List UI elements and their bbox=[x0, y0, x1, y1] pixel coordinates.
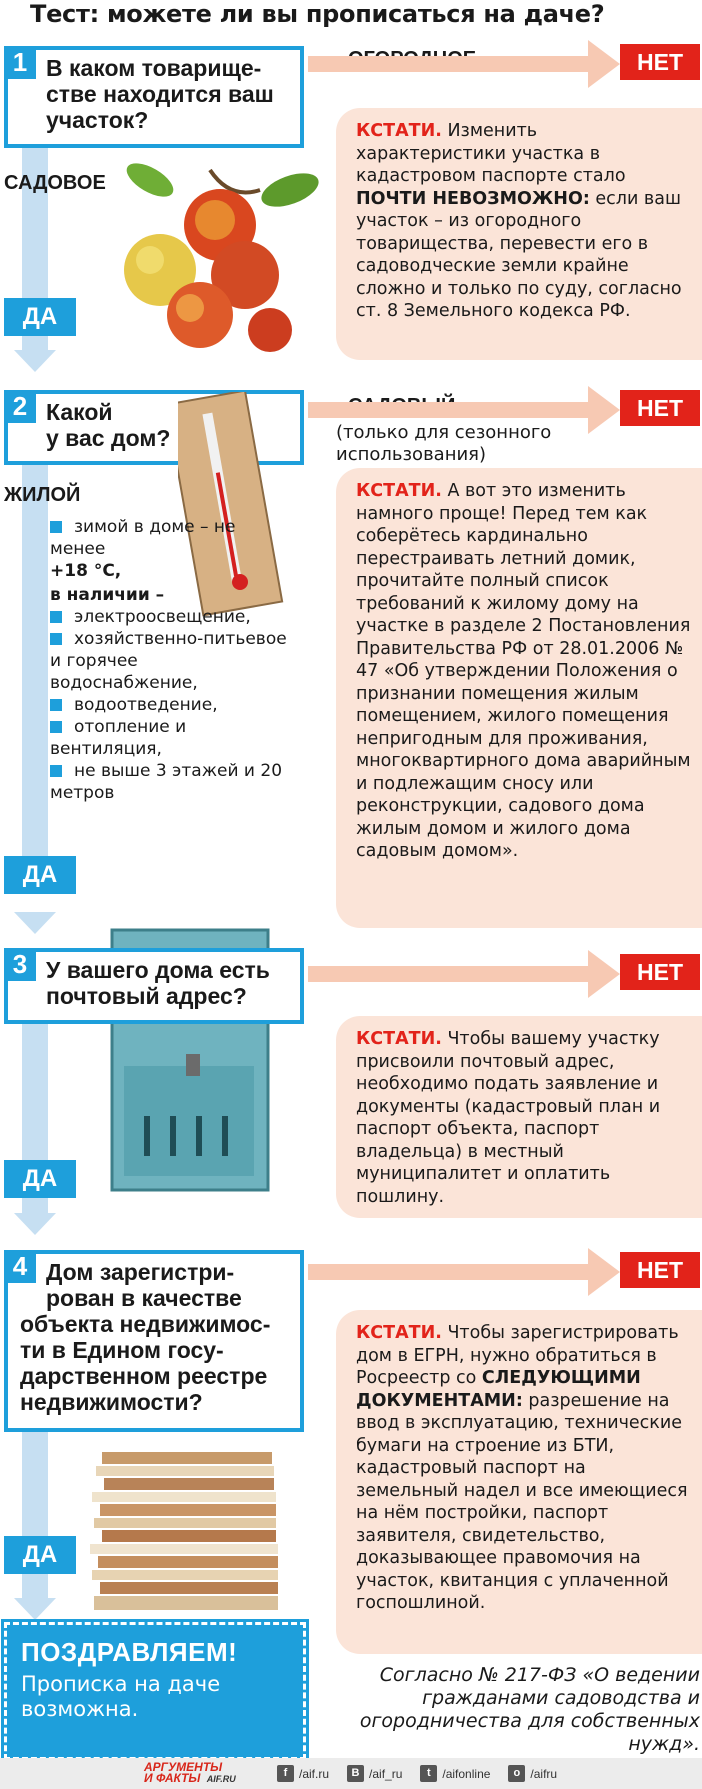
note-2 bbox=[336, 468, 702, 928]
note-emphasis: СЛЕДУЮЩИМИ ДОКУМЕНТАМИ: bbox=[356, 1368, 641, 1411]
footer bbox=[0, 1758, 702, 1789]
question-line: почтовый адрес? bbox=[46, 983, 247, 1009]
no-answer-sub: (только для сезонного использования) bbox=[336, 422, 552, 465]
question-line: Какой bbox=[46, 399, 113, 425]
social-odnoklassniki[interactable] bbox=[508, 1765, 557, 1782]
bullet-icon bbox=[50, 633, 62, 645]
requirement-text: водоотведение, bbox=[74, 695, 218, 715]
question-3 bbox=[4, 948, 304, 1024]
social-handle: /aif_ru bbox=[369, 1766, 403, 1781]
question-line: недвижимости? bbox=[20, 1389, 203, 1415]
requirement-text: зимой в доме – не менее bbox=[50, 517, 236, 559]
social-twitter[interactable] bbox=[420, 1765, 490, 1782]
bullet-icon bbox=[50, 611, 62, 623]
odnoklassniki-icon: o bbox=[508, 1765, 525, 1782]
requirement-item bbox=[50, 716, 290, 760]
note-prefix: КСТАТИ. bbox=[356, 481, 442, 501]
yes-answer: САДОВОЕ bbox=[4, 172, 106, 194]
question-line: участок? bbox=[46, 107, 149, 133]
page-title: Тест: можете ли вы прописаться на даче? bbox=[30, 0, 605, 28]
requirement-item bbox=[50, 606, 290, 628]
logo-line: АРГУМЕНТЫ bbox=[144, 1760, 223, 1774]
law-reference: Согласно № 217-ФЗ «О ведении гражданами садоводства и огородничества для собственных нужд». bbox=[359, 1664, 700, 1755]
social-facebook[interactable] bbox=[277, 1765, 329, 1782]
question-line: стве находится ваш bbox=[46, 81, 274, 107]
social-handle: /aifru bbox=[530, 1766, 558, 1781]
bullet-icon bbox=[50, 765, 62, 777]
social-handle: /aif.ru bbox=[299, 1766, 330, 1781]
note-text: если ваш участок – из огородного товарищества, перевести его в садоводческие земли крайне сложно и только по суду, согласно ст. 8 Земельного кодекса РФ. bbox=[356, 188, 682, 321]
note-prefix: КСТАТИ. bbox=[356, 1323, 442, 1343]
logo-line: И ФАКТЫ bbox=[144, 1771, 201, 1785]
question-line: объекта недвижимос- bbox=[20, 1311, 271, 1337]
requirement-item bbox=[50, 760, 290, 804]
question-line: у вас дом? bbox=[46, 425, 171, 451]
note-emphasis: ПОЧТИ НЕВОЗМОЖНО: bbox=[356, 188, 590, 209]
note-text: Изменить характеристики участка в кадастровом паспорте стало bbox=[356, 121, 626, 186]
bullet-icon bbox=[50, 521, 62, 533]
yes-badge: ДА bbox=[4, 856, 76, 894]
flow-spine bbox=[22, 450, 48, 890]
question-line: Дом зарегистри- bbox=[46, 1259, 235, 1285]
requirement-temp: +18 °С, bbox=[50, 561, 122, 581]
no-arrow-bar bbox=[308, 966, 590, 982]
question-4 bbox=[4, 1250, 304, 1432]
aif-logo[interactable] bbox=[144, 1762, 259, 1785]
apples-illustration bbox=[90, 150, 330, 360]
congrats-text: Прописка на даче возможна. bbox=[21, 1672, 221, 1721]
note-4 bbox=[336, 1310, 702, 1654]
question-1 bbox=[4, 46, 304, 148]
documents-stack-illustration bbox=[82, 1442, 292, 1622]
requirement-winter bbox=[50, 516, 290, 560]
no-arrow-bar bbox=[308, 1264, 590, 1280]
question-line: В каком товарище- bbox=[46, 55, 262, 81]
question-number: 4 bbox=[4, 1250, 36, 1283]
social-vk[interactable] bbox=[347, 1765, 402, 1782]
bullet-icon bbox=[50, 721, 62, 733]
arrow-right-icon bbox=[588, 950, 620, 998]
question-number: 3 bbox=[4, 948, 36, 981]
note-3 bbox=[336, 1016, 702, 1218]
question-line: ти в Едином госу- bbox=[20, 1337, 224, 1363]
requirement-text: хозяйственно-питьевое и горячее водоснабжение, bbox=[50, 629, 287, 693]
requirement-item bbox=[50, 694, 290, 716]
no-arrow-bar bbox=[308, 56, 590, 72]
twitter-icon: t bbox=[420, 1765, 437, 1782]
vk-icon: В bbox=[347, 1765, 364, 1782]
social-handle: /aifonline bbox=[442, 1766, 491, 1781]
arrow-right-icon bbox=[588, 386, 620, 434]
requirements-list bbox=[50, 516, 290, 804]
requirement-text: отопление и вентиляция, bbox=[50, 717, 187, 759]
note-text: разрешение на ввод в эксплуатацию, технические бумаги на строение из БТИ, кадастровый паспорт на земельный надел и все имеющиеся на нём постройки, паспорт заявителя, свидетельство, доказывающее правомочия на участок, квитанция с уплаченной госпошлиной. bbox=[356, 1390, 688, 1613]
question-line: У вашего дома есть bbox=[46, 957, 270, 983]
requirement-item bbox=[50, 628, 290, 694]
requirement-text: электроосвещение, bbox=[74, 607, 251, 627]
bullet-icon bbox=[50, 699, 62, 711]
no-badge: НЕТ bbox=[620, 1252, 700, 1288]
yes-badge: ДА bbox=[4, 1160, 76, 1198]
arrow-down-icon bbox=[14, 350, 56, 372]
question-number: 2 bbox=[4, 390, 36, 423]
no-badge: НЕТ bbox=[620, 44, 700, 80]
note-text: А вот это изменить намного проще! Перед тем как соберётесь кардинально перестраивать летний домик, прочитайте полный список требований к жилому дому на участке в разделе 2 Постановления Правительства РФ от 28.01.2006 № 47 «Об утверждении Положения о признании помещения жилым помещением, жилого помещения непригодным для проживания, многоквартирного дома аварийным и подлежащим сносу или реконструкции, садового дома жилым домом и жилого дома садовым домом». bbox=[356, 481, 691, 861]
no-badge: НЕТ bbox=[620, 390, 700, 426]
question-number: 1 bbox=[4, 46, 36, 79]
yes-badge: ДА bbox=[4, 1536, 76, 1574]
arrow-right-icon bbox=[588, 40, 620, 88]
congrats-heading: ПОЗДРАВЛЯЕМ! bbox=[21, 1637, 238, 1667]
question-line: рован в качестве bbox=[46, 1285, 242, 1311]
yes-answer: ЖИЛОЙ bbox=[4, 484, 81, 506]
question-line: дарственном реестре bbox=[20, 1363, 268, 1389]
yes-badge: ДА bbox=[4, 298, 76, 336]
note-1 bbox=[336, 108, 702, 360]
facebook-icon: f bbox=[277, 1765, 294, 1782]
note-prefix: КСТАТИ. bbox=[356, 121, 442, 141]
arrow-right-icon bbox=[588, 1248, 620, 1296]
note-text: Чтобы зарегистрировать дом в ЕГРН, нужно обратиться в Росреестр со bbox=[356, 1323, 679, 1388]
arrow-down-icon bbox=[14, 1213, 56, 1235]
logo-site: AIF.RU bbox=[206, 1774, 236, 1784]
no-arrow-bar bbox=[308, 402, 590, 418]
note-prefix: КСТАТИ. bbox=[356, 1029, 442, 1049]
congrats-box bbox=[4, 1622, 306, 1760]
no-badge: НЕТ bbox=[620, 954, 700, 990]
note-text: Чтобы вашему участку присвоили почтовый адрес, необходимо подать заявление и документы (кадастровый план и паспорт объекта, паспорт владельца) в местный муниципалитет и оплатить пошлину. bbox=[356, 1029, 661, 1207]
requirement-text: не выше 3 этажей и 20 метров bbox=[50, 761, 283, 803]
arrow-down-icon bbox=[14, 912, 56, 934]
requirement-available: в наличии – bbox=[50, 585, 165, 605]
arrow-down-icon bbox=[14, 1598, 56, 1620]
